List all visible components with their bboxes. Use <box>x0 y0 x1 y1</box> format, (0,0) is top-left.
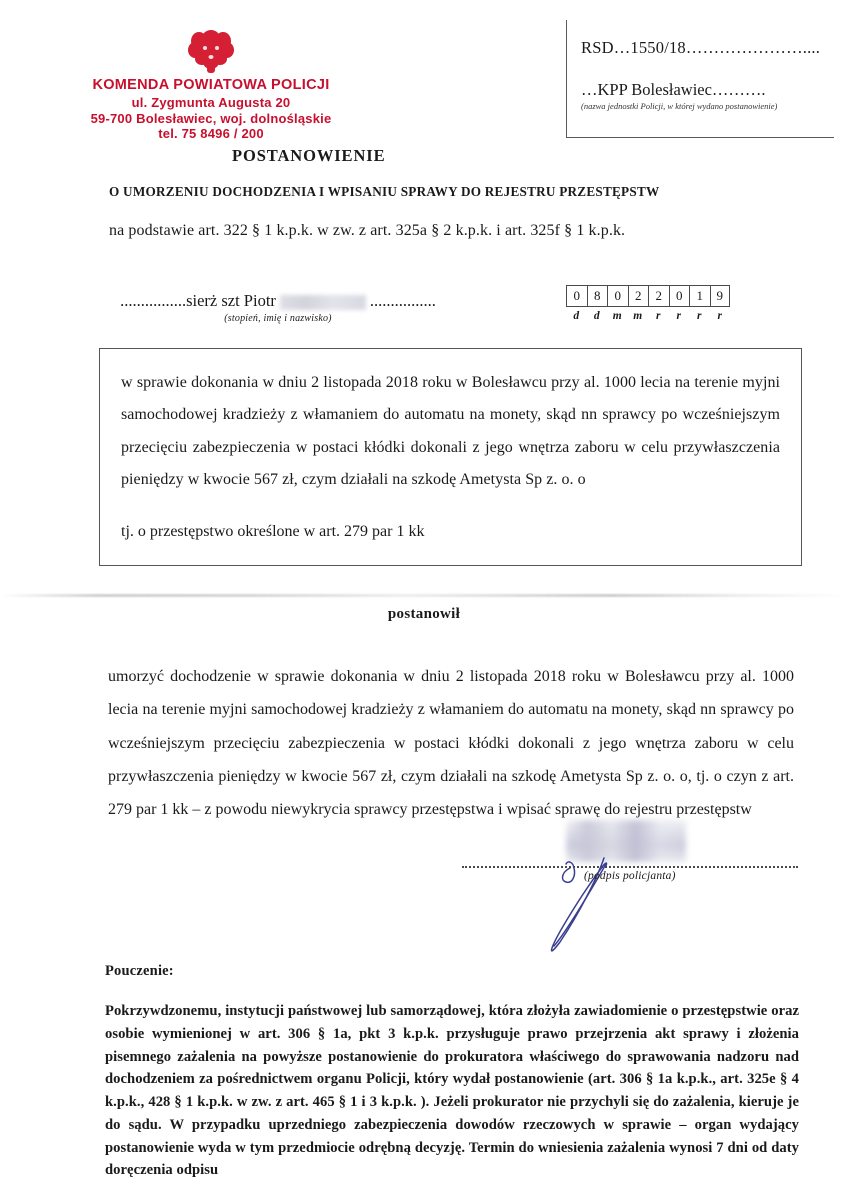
date-grid <box>566 285 730 322</box>
page-title: POSTANOWIENIE <box>232 146 386 165</box>
date-digit: 0 <box>669 286 690 306</box>
signature-caption: (podpis policjanta) <box>584 870 676 882</box>
case-legal-qualification: tj. o przestępstwo określone w art. 279 par 1 kk <box>121 522 425 540</box>
signature-line <box>462 866 798 868</box>
date-digit: 2 <box>648 286 669 306</box>
date-format-label: r <box>697 310 702 322</box>
date-format-label: r <box>717 310 722 322</box>
date-digit: 9 <box>710 286 731 306</box>
decision-heading: postanowił <box>387 606 461 622</box>
instruction-title: Pouczenie: <box>105 963 174 979</box>
issuing-unit-caption: (nazwa jednostki Policji, w której wydano postanowienie) <box>581 101 778 111</box>
date-digit: 8 <box>587 286 608 306</box>
officer-name-line <box>120 291 436 311</box>
date-digit: 0 <box>607 286 628 306</box>
redacted-signature-block <box>566 820 686 862</box>
decision-body-text: umorzyć dochodzenie w sprawie dokonania w dniu 2 listopada 2018 roku w Bolesławcu przy al. 1000 lecia na terenie myjni samochodowej kradzieży z włamaniem do automatu na monety, skąd nn sprawcy po wcześniejszym przecięciu zabezpieczenia w postaci kłódki dokonali z jego wnętrza zaboru w celu przywłaszczenia pieniędzy w kwocie 567 zł, czym działali na szkodę Ametysta Sp z. o. o, tj. o czyn z art. 279 par 1 kk – z powodu niewykrycia sprawcy przestępstwa i wpisać sprawę do rejestru przestępstw <box>108 668 794 819</box>
officer-dots-suffix: ................ <box>369 291 436 310</box>
date-format-label: m <box>633 310 643 322</box>
stamp-city: 59-700 Bolesławiec, woj. dolnośląskie <box>90 110 332 126</box>
issuing-unit: …KPP Bolesławiec………. <box>581 80 766 99</box>
case-description-text: w sprawie dokonania w dniu 2 listopada 2018 roku w Bolesławcu przy al. 1000 lecia na terenie myjni samochodowej kradzieży z włamaniem do automatu na monety, skąd nn sprawcy po wcześniejszym przecięciu zabezpieczenia w postaci kłódki dokonali z jego wnętrza zaboru w celu przywłaszczenia pieniędzy w kwocie 567 zł, czym działali na szkodę Ametysta Sp z. o. o <box>121 374 780 489</box>
rsd-number: RSD…1550/18………………….... <box>581 38 821 57</box>
officer-name-field <box>108 291 448 324</box>
date-format-label: d <box>593 310 600 322</box>
date-format-label: d <box>573 310 580 322</box>
page-subtitle: O UMORZENIU DOCHODZENIA I WPISANIU SPRAWY DO REJESTRU PRZESTĘPSTW <box>109 184 660 199</box>
date-digit: 2 <box>628 286 649 306</box>
polish-eagle-emblem-icon <box>183 24 239 76</box>
date-format-label: r <box>676 310 681 322</box>
date-digit-cells <box>566 285 730 307</box>
stamp-phone: tel. 75 8496 / 200 <box>158 126 264 142</box>
legal-basis-line: na podstawie art. 322 § 1 k.p.k. w zw. z art. 325a § 2 k.p.k. i art. 325f § 1 k.p.k. <box>109 222 626 239</box>
date-format-label: r <box>656 310 661 322</box>
officer-name-text: sierż szt Piotr <box>186 291 276 310</box>
date-digit: 1 <box>689 286 710 306</box>
officer-dots-prefix: ................ <box>120 291 187 310</box>
date-digit: 0 <box>566 286 587 306</box>
case-description-box <box>99 348 802 566</box>
redacted-surname-block <box>280 295 366 310</box>
instruction-body-text: Pokrzywdzonemu, instytucji państwowej lub samorządowej, która złożyła zawiadomienie o przestępstwie oraz osobie wymienionej w art. 306 § 1a, pkt 3 k.p.k. przysługuje prawo przejrzenia akt sprawy i złożenia pisemnego zażalenia na powyższe postanowienie do prokuratora właściwego do sprawowania nadzoru nad dochodzeniem za pośrednictwem organu Policji, który wydał postanowienie (art. 306 § 1a k.p.k., art. 325e § 4 k.p.k., 428 § 1 k.p.k. w zw. z art. 465 § 1 i 3 k.p.k. ). Jeżeli prokurator nie przychyli się do zażalenia, kieruje je do sądu. W przypadku uprzedniego zabezpieczenia dowodów rzeczowych w sprawie – organ wydający postanowienie wyda w tym przedmiocie odrębną decyzję. Termin do wniesienia zażalenia wynosi 7 dni od daty doręczenia odpisu <box>105 1003 799 1179</box>
police-unit-stamp <box>86 24 336 142</box>
stamp-unit-name: KOMENDA POWIATOWA POLICJI <box>92 77 330 93</box>
date-format-labels <box>566 310 730 322</box>
stamp-street: ul. Zygmunta Augusta 20 <box>131 94 291 110</box>
signature-area <box>462 818 802 968</box>
date-format-label: m <box>612 310 622 322</box>
officer-name-caption: (stopień, imię i nazwisko) <box>224 313 332 324</box>
scan-fold-artifact <box>0 594 848 597</box>
case-reference-box <box>566 20 834 138</box>
